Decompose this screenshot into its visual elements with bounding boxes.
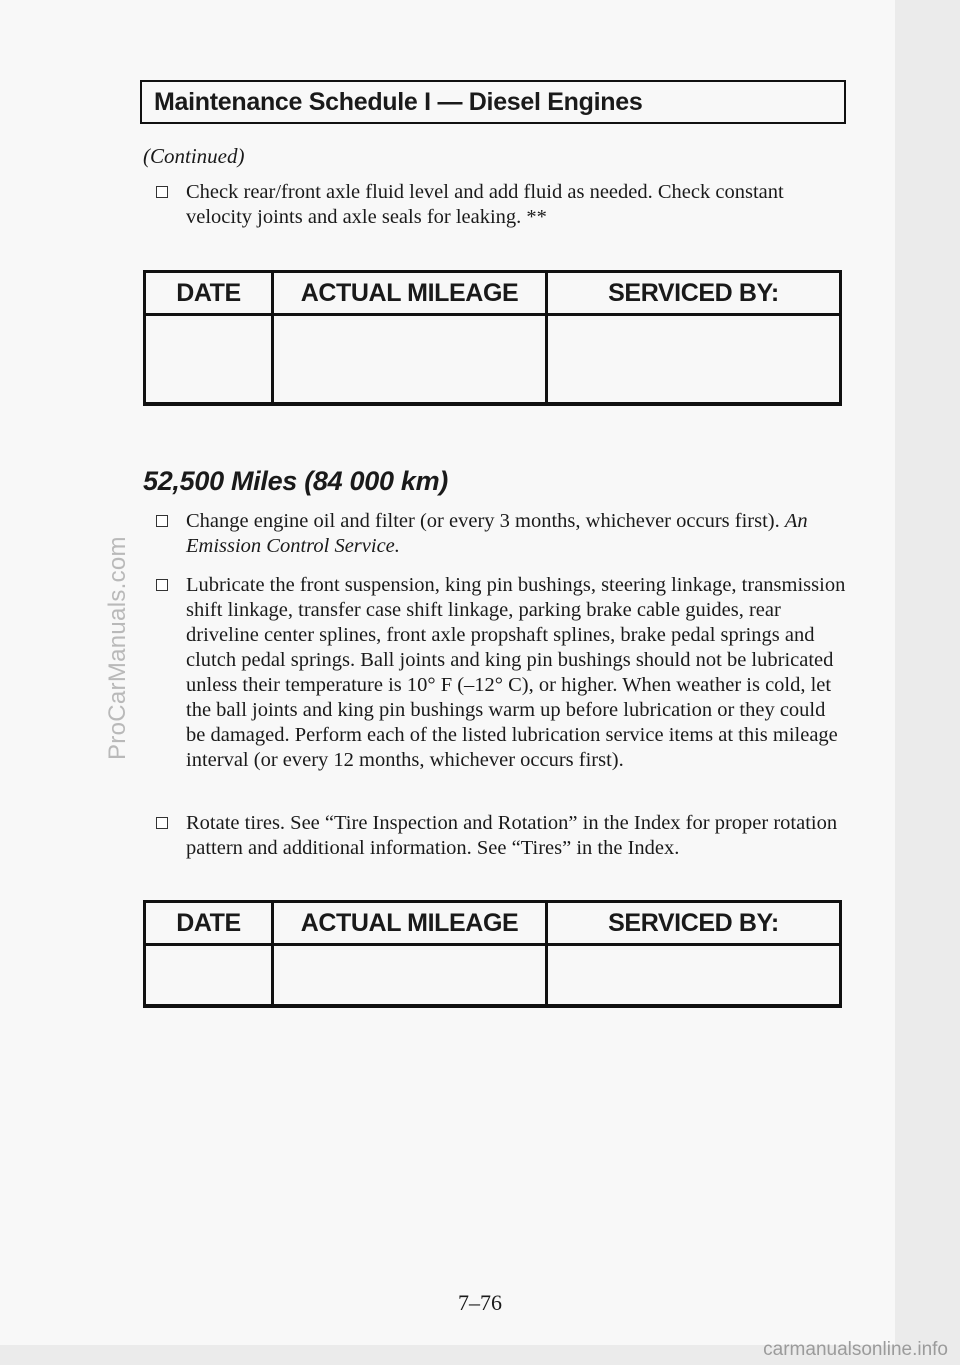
checkbox-icon[interactable] (156, 515, 168, 527)
date-entry-cell[interactable] (145, 315, 273, 405)
mileage-entry-cell[interactable] (273, 945, 547, 1007)
checkbox-icon[interactable] (156, 579, 168, 591)
checklist-item-text: Rotate tires. See “Tire Inspection and Rotation” in the Index for proper rotation pattern and additional information. See “Tires” in the Index. (186, 812, 838, 859)
service-record-table (143, 900, 842, 1008)
serviced-by-entry-cell[interactable] (547, 945, 841, 1007)
checkbox-icon[interactable] (156, 817, 168, 829)
column-header-date: DATE (145, 272, 273, 315)
watermark-procarmanuals: ProCarManuals.com (104, 536, 131, 760)
serviced-by-entry-cell[interactable] (547, 315, 841, 405)
page-number: 7–76 (458, 1290, 502, 1315)
checklist-item-text: Change engine oil and filter (or every 3 months, whichever occurs first). An Emission Control Service. (186, 510, 808, 557)
mileage-entry-cell[interactable] (273, 315, 547, 405)
column-header-serviced-by: SERVICED BY: (547, 902, 841, 945)
table-row (145, 315, 841, 405)
checkbox-icon[interactable] (156, 186, 168, 198)
emission-service-note: An Emission Control Service. (186, 510, 808, 557)
watermark-carmanualsonline: carmanualsonline.info (763, 1339, 948, 1360)
table-header-row (145, 272, 841, 315)
column-header-serviced-by: SERVICED BY: (547, 272, 841, 315)
column-header-actual-mileage: ACTUAL MILEAGE (273, 902, 547, 945)
continued-label: (Continued) (143, 144, 245, 168)
checklist-item-text: Lubricate the front suspension, king pin bushings, steering linkage, transmission shift linkage, transfer case shift linkage, parking brake cable guides, rear driveline center splines, front axle propshaft splines, brake pedal springs and clutch pedal springs. Ball joints and king pin bushings should not be lubricated unless their temperature is 10° F (–12° C), or higher. When weather is cold, let the ball joints and king pin bushings warm up before lubrication or they could be damaged. Perform each of the listed lubrication service items at this mileage interval (or every 12 months, whichever occurs first). (186, 574, 846, 771)
section-heading-52500-miles: 52,500 Miles (84 000 km) (143, 466, 449, 496)
column-header-actual-mileage: ACTUAL MILEAGE (273, 272, 547, 315)
table-header-row (145, 902, 841, 945)
service-record-table (143, 270, 842, 406)
column-header-date: DATE (145, 902, 273, 945)
checklist-item-text: Check rear/front axle fluid level and add fluid as needed. Check constant velocity joints and axle seals for leaking. ** (186, 181, 784, 228)
table-row (145, 945, 841, 1007)
page-title: Maintenance Schedule I — Diesel Engines (140, 80, 846, 124)
date-entry-cell[interactable] (145, 945, 273, 1007)
